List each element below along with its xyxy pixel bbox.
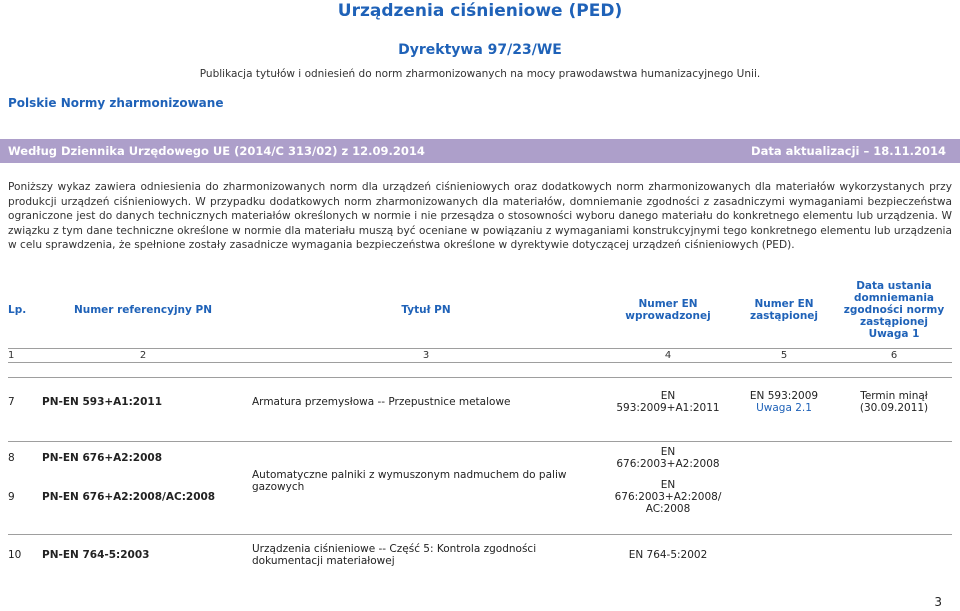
row-ref-number: PN-EN 764-5:2003 — [38, 534, 248, 576]
intro-paragraph: Poniższy wykaz zawiera odniesienia do zharmonizowanych norm dla urządzeń ciśnieniowych oraz dodatkowych norm zharmonizowanych dla materiałów wykorzystanych przy produkcji urządzeń ciśnieniowych. W przypadku dodatkowych norm zharmonizowanych dla materiałów, domniemanie zgodności z zasadniczymi wymaganiami bezpieczeństwa ograniczone jest do danych technicznych materiałów określonych w normie i nie przesądza o stosowności wyboru danego materiału do konkretnego elementu lub urządzenia. W związku z tym dane techniczne określone w normie dla materiału muszą być oceniane w powiązaniu z wymaganiami konstrukcyjnymi tego konkretnego elementu lub urządzenia w celu sprawdzenia, że spełnione zostały zasadnicze wymagania bezpieczeństwa określone w dyrektywie dotyczącej urządzeń ciśnieniowych (PED). — [8, 181, 952, 252]
header-ref-number: Numer referencyjny PN — [73, 303, 213, 316]
page-title: Urządzenia ciśnieniowe (PED) — [337, 1, 623, 21]
row-en-introduced: EN 676:2003+A2:2008/ AC:2008 — [614, 478, 722, 515]
header-date-ceased-label: Data ustania domniemania zgodności normy zastąpionej — [843, 279, 945, 328]
row-ref-number: PN-EN 676+A2:2008 — [38, 442, 248, 474]
column-number: 6 — [836, 348, 952, 362]
column-number: 5 — [732, 348, 836, 362]
row-en-introduced: EN 676:2003+A2:2008 — [604, 442, 732, 474]
directive-heading: Dyrektywa 97/23/WE — [398, 42, 562, 58]
row-replaced-note: Uwaga 2.1 — [756, 402, 812, 415]
row-replaced-number: EN 593:2009 — [749, 390, 819, 403]
row-ref-number: PN-EN 593+A1:2011 — [38, 377, 248, 427]
row-lp: 10 — [8, 534, 38, 576]
row-en-introduced: EN 764-5:2002 — [604, 534, 732, 576]
row-title: Armatura przemysłowa -- Przepustnice metalowe — [248, 377, 604, 427]
header-en-introduced: Numer EN wprowadzonej — [625, 297, 711, 322]
row-lp: 7 — [8, 377, 38, 427]
header-lp: Lp. — [8, 303, 27, 316]
header-date-ceased — [836, 272, 952, 348]
column-number: 4 — [604, 348, 732, 362]
column-number: 1 — [8, 348, 38, 362]
update-date: Data aktualizacji – 18.11.2014 — [751, 144, 946, 158]
page-number: 3 — [934, 595, 942, 609]
row-title: Automatyczne palniki z wymuszonym nadmuchem do paliw gazowych — [248, 442, 604, 520]
pn-section-label: Polskie Normy zharmonizowane — [8, 96, 224, 110]
column-number-row — [8, 348, 952, 362]
header-title: Tytuł PN — [401, 303, 451, 316]
table-row — [8, 534, 952, 576]
row-lp: 8 — [8, 442, 38, 474]
row-ref-number: PN-EN 676+A2:2008/AC:2008 — [42, 490, 216, 503]
row-en-introduced: EN 593:2009+A1:2011 — [604, 377, 732, 427]
table-row — [8, 377, 952, 427]
info-banner — [0, 139, 960, 163]
row-lp: 9 — [8, 490, 15, 503]
standards-table — [8, 272, 952, 576]
row-title: Urządzenia ciśnieniowe -- Część 5: Kontrola zgodności dokumentacji materiałowej — [248, 534, 604, 576]
column-number: 2 — [38, 348, 248, 362]
row-date-ceased: Termin minął (30.09.2011) — [836, 377, 952, 427]
publication-note: Publikacja tytułów i odniesień do norm zharmonizowanych na mocy prawodawstwa humanizacyjnego Unii. — [199, 68, 761, 80]
header-en-replaced: Numer EN zastąpionej — [749, 297, 819, 322]
table-row — [8, 442, 952, 474]
header-date-note: Uwaga 1 — [868, 327, 920, 340]
table-header-row — [8, 272, 952, 348]
journal-reference: Według Dziennika Urzędowego UE (2014/C 313/02) z 12.09.2014 — [8, 144, 425, 158]
column-number: 3 — [248, 348, 604, 362]
row-en-replaced — [732, 377, 836, 427]
